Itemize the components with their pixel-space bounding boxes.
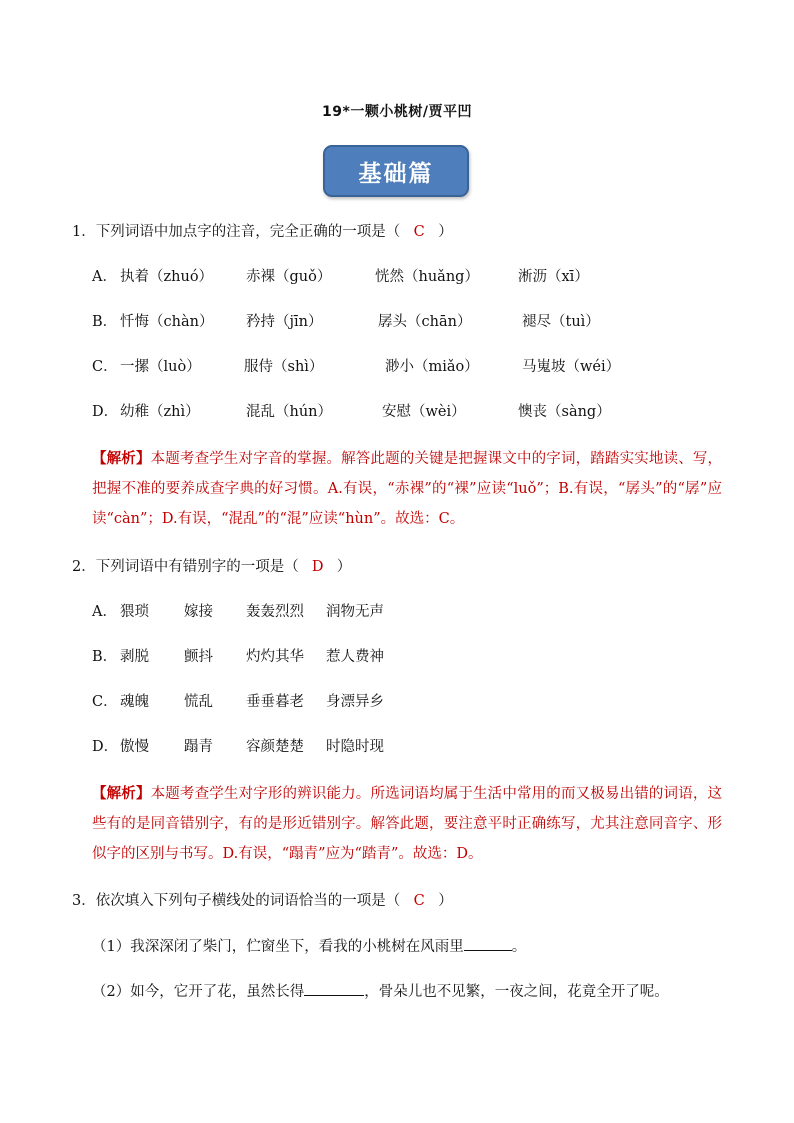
- document-title: 19*一颗小桃树/贾平凹: [322, 104, 472, 120]
- question-3-stem: 3．依次填入下列句子横线处的词语恰当的一项是（ C ）: [72, 893, 453, 909]
- section-badge: 基础篇: [323, 145, 469, 197]
- question-1-analysis: 【解析】本题考查学生对字音的掌握。解答此题的关键是把握课文中的字词，踏踏实实地读、写，把握不准的要养成查字典的好习惯。A.有误，“赤裸”的“裸”应读“luǒ”；B.有误，“孱头”的“孱”应读“càn”；D.有误，“混乱”的“混”应读“hùn”。故选：C。: [92, 450, 723, 527]
- q2-option-d: D． 傲慢 蹋青 容颜楚楚 时隐时现: [92, 739, 384, 755]
- q1-option-d: D． 幼稚（zhì） 混乱（hún） 安慰（wèi） 懊丧（sàng）: [92, 404, 611, 420]
- fill-blank-1[interactable]: [464, 936, 512, 951]
- question-2-analysis: 【解析】本题考查学生对字形的辨识能力。所选词语均属于生活中常用的而又极易出错的词语，这些有的是同音错别字，有的是形近错别字。解答此题，要注意平时正确练写，尤其注意同音字、形似字的区别与书写。D.有误，“蹋青”应为“踏青”。故选：D。: [92, 785, 723, 862]
- q2-option-c: C． 魂魄 慌乱 垂垂暮老 身漂异乡: [92, 694, 384, 710]
- q1-option-c: C． 一摞（luò） 服侍（shì） 渺小（miǎo） 马嵬坡（wéi）: [92, 359, 621, 375]
- q2-option-a: A． 猥琐 嫁接 轰轰烈烈 润物无声: [92, 604, 384, 620]
- question-2-stem: 2．下列词语中有错别字的一项是（ D ）: [72, 559, 352, 575]
- question-3-sentence-2: （2）如今，它开了花，虽然长得 ，骨朵儿也不见繁，一夜之间，花竟全开了呢。: [92, 981, 669, 1002]
- question-1-stem: 1．下列词语中加点字的注音，完全正确的一项是（ C ）: [72, 224, 453, 240]
- question-2-answer: D: [311, 559, 324, 575]
- q2-option-b: B． 剥脱 颤抖 灼灼其华 惹人费神: [92, 649, 384, 665]
- question-3-answer: C: [413, 893, 425, 909]
- q1-option-b: B． 忏悔（chàn） 矜持（jīn） 孱头（chān） 褪尽（tuì）: [92, 314, 600, 330]
- question-3-sentence-1: （1）我深深闭了柴门，伫窗坐下，看我的小桃树在风雨里 。: [92, 936, 526, 957]
- question-1-answer: C: [413, 224, 425, 240]
- fill-blank-2[interactable]: [304, 981, 364, 996]
- q1-option-a: A． 执着（zhuó） 赤裸（guǒ） 恍然（huǎng） 淅沥（xī）: [92, 269, 589, 285]
